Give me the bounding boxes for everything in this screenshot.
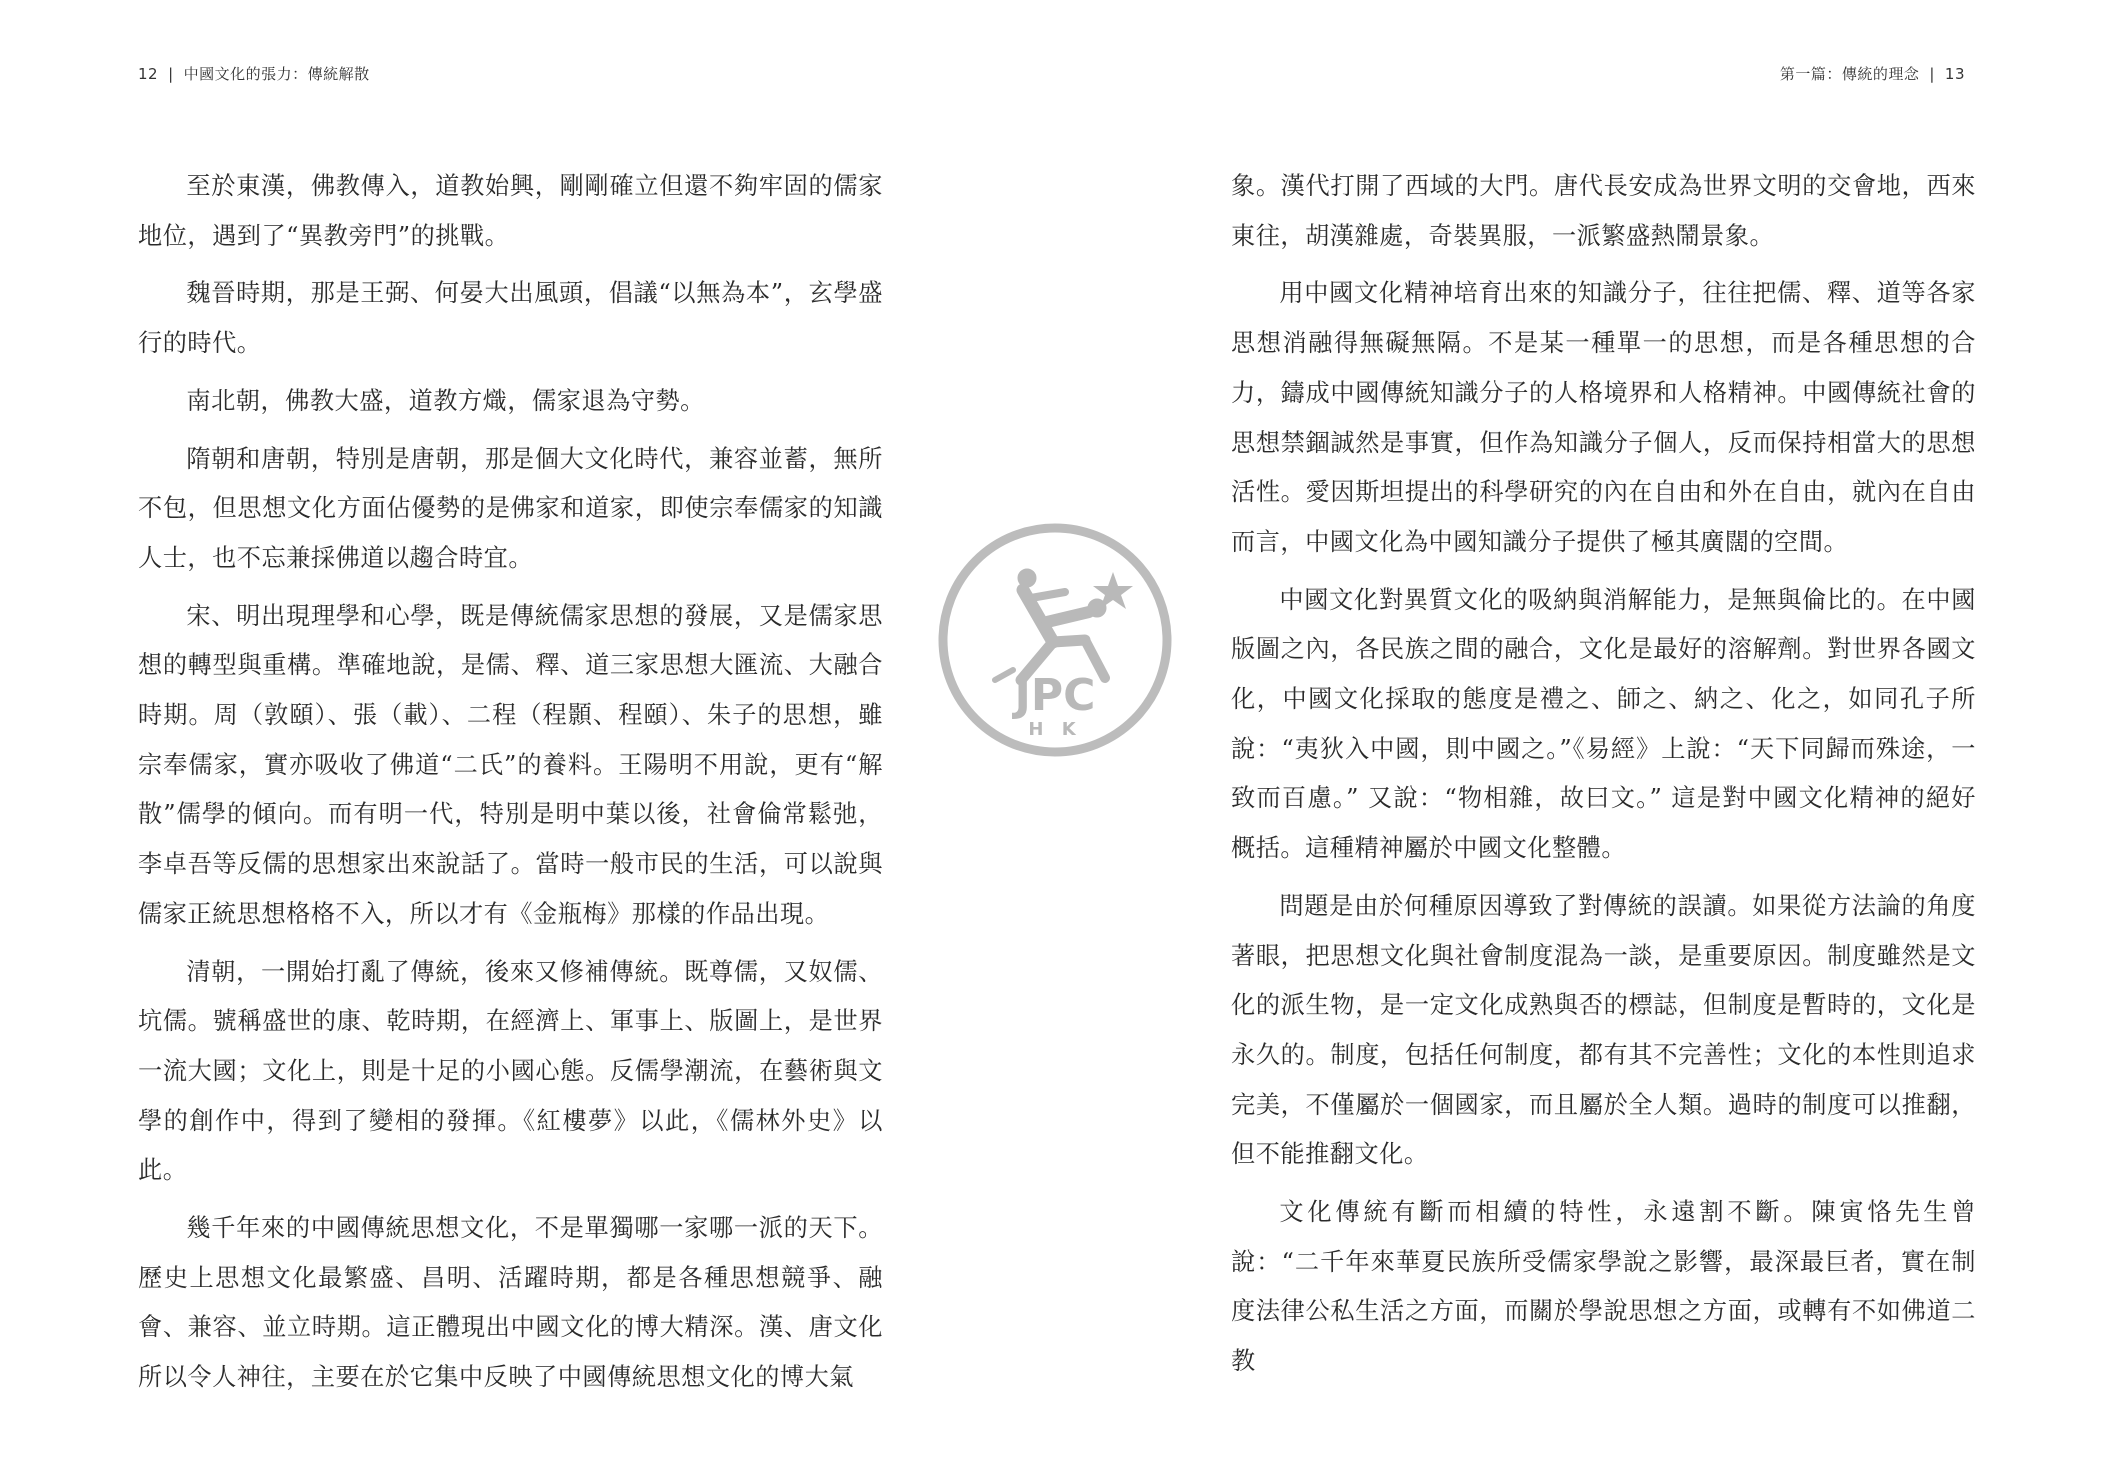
right-running-title: 第一篇：傳統的理念 [1779,65,1920,83]
right-running-header [1780,63,1965,84]
paragraph: 南北朝，佛教大盛，道教方熾，儒家退為守勢。 [186,386,705,415]
left-page-number: 12 [138,65,159,83]
jpc-watermark-logo [935,520,1175,760]
paragraph: 文化傳統有斷而相續的特性，永遠割不斷。陳寅恪先生曾說：“二千年來華夏民族所受儒家學說之影響，最深最巨者，實在制度法律公私生活之方面，而關於學說思想之方面，或轉有不如佛道二教 [1231,1198,1976,1376]
paragraph: 魏晉時期，那是王弼、何晏大出風頭，倡議“以無為本”，玄學盛行的時代。 [138,279,883,358]
paragraph: 隋朝和唐朝，特別是唐朝，那是個大文化時代，兼容並蓄，無所不包，但思想文化方面佔優勢的是佛家和道家，即使宗奉儒家的知識人士，也不忘兼採佛道以趨合時宜。 [138,444,883,572]
paragraph: 中國文化對異質文化的吸納與消解能力，是無與倫比的。在中國版圖之內，各民族之間的融合，文化是最好的溶解劑。對世界各國文化，中國文化採取的態度是禮之、師之、納之、化之，如同孔子所說：“夷狄入中國，則中國之。”《易經》上說：“天下同歸而殊途，一致而百慮。” 又說：“物相雜，故曰文。” 這是對中國文化精神的絕好概括。這種精神屬於中國文化整體。 [1231,585,1976,863]
paragraph: 用中國文化精神培育出來的知識分子，往往把儒、釋、道等各家思想消融得無礙無隔。不是某一種單一的思想，而是各種思想的合力，鑄成中國傳統知識分子的人格境界和人格精神。中國傳統社會的思想禁錮誠然是事實，但作為知識分子個人，反而保持相當大的思想活性。愛因斯坦提出的科學研究的內在自由和外在自由，就內在自由而言，中國文化為中國知識分子提供了極其廣闊的空間。 [1231,279,1976,556]
left-running-header [138,63,370,84]
header-separator: | [168,65,174,83]
athlete-figure-icon [995,569,1106,680]
right-body-text [1231,162,1976,1395]
left-body-text [138,162,883,1411]
left-page [0,0,1051,1472]
continued-paragraph: 象。漢代打開了西域的大門。唐代長安成為世界文明的交會地，西來東往，胡漢雜處，奇裝異服，一派繁盛熱鬧景象。 [1231,172,1976,250]
paragraph: 宋、明出現理學和心學，既是傳統儒家思想的發展，又是儒家思想的轉型與重構。準確地說，是儒、釋、道三家思想大匯流、大融合時期。周（敦頤）、張（載）、二程（程顥、程頤）、朱子的思想，雖宗奉儒家，實亦吸收了佛道“二氏”的養料。王陽明不用說，更有“解散”儒學的傾向。而有明一代，特別是明中葉以後，社會倫常鬆弛，李卓吾等反儒的思想家出來說話了。當時一般市民的生活，可以說與儒家正統思想格格不入，所以才有《金瓶梅》那樣的作品出現。 [138,601,883,928]
paragraph: 清朝，一開始打亂了傳統，後來又修補傳統。既尊儒，又奴儒、坑儒。號稱盛世的康、乾時期，在經濟上、軍事上、版圖上，是世界一流大國；文化上，則是十足的小國心態。反儒學潮流，在藝術與文學的創作中，得到了變相的發揮。《紅樓夢》以此，《儒林外史》以此。 [138,957,883,1185]
paragraph: 至於東漢，佛教傳入，道教始興，剛剛確立但還不夠牢固的儒家地位，遇到了“異教旁門”的挑戰。 [138,172,883,250]
paragraph: 問題是由於何種原因導致了對傳統的誤讀。如果從方法論的角度著眼，把思想文化與社會制度混為一談，是重要原因。制度雖然是文化的派生物，是一定文化成熟與否的標誌，但制度是暫時的，文化是永久的。制度，包括任何制度，都有其不完善性；文化的本性則追求完美，不僅屬於一個國家，而且屬於全人類。過時的制度可以推翻，但不能推翻文化。 [1231,891,1976,1169]
watermark-text: JPC [1014,670,1096,721]
right-page [1051,0,2103,1472]
paragraph: 幾千年來的中國傳統思想文化，不是單獨哪一家哪一派的天下。歷史上思想文化最繁盛、昌明、活躍時期，都是各種思想競爭、融會、兼容、並立時期。這正體現出中國文化的博大精深。漢、唐文化所以令人神往，主要在於它集中反映了中國傳統思想文化的博大氣 [138,1214,883,1392]
header-separator: | [1929,65,1935,83]
left-running-title: 中國文化的張力：傳統解散 [183,65,370,83]
right-page-number: 13 [1944,65,1965,83]
watermark-subtext: H K [1028,719,1082,740]
